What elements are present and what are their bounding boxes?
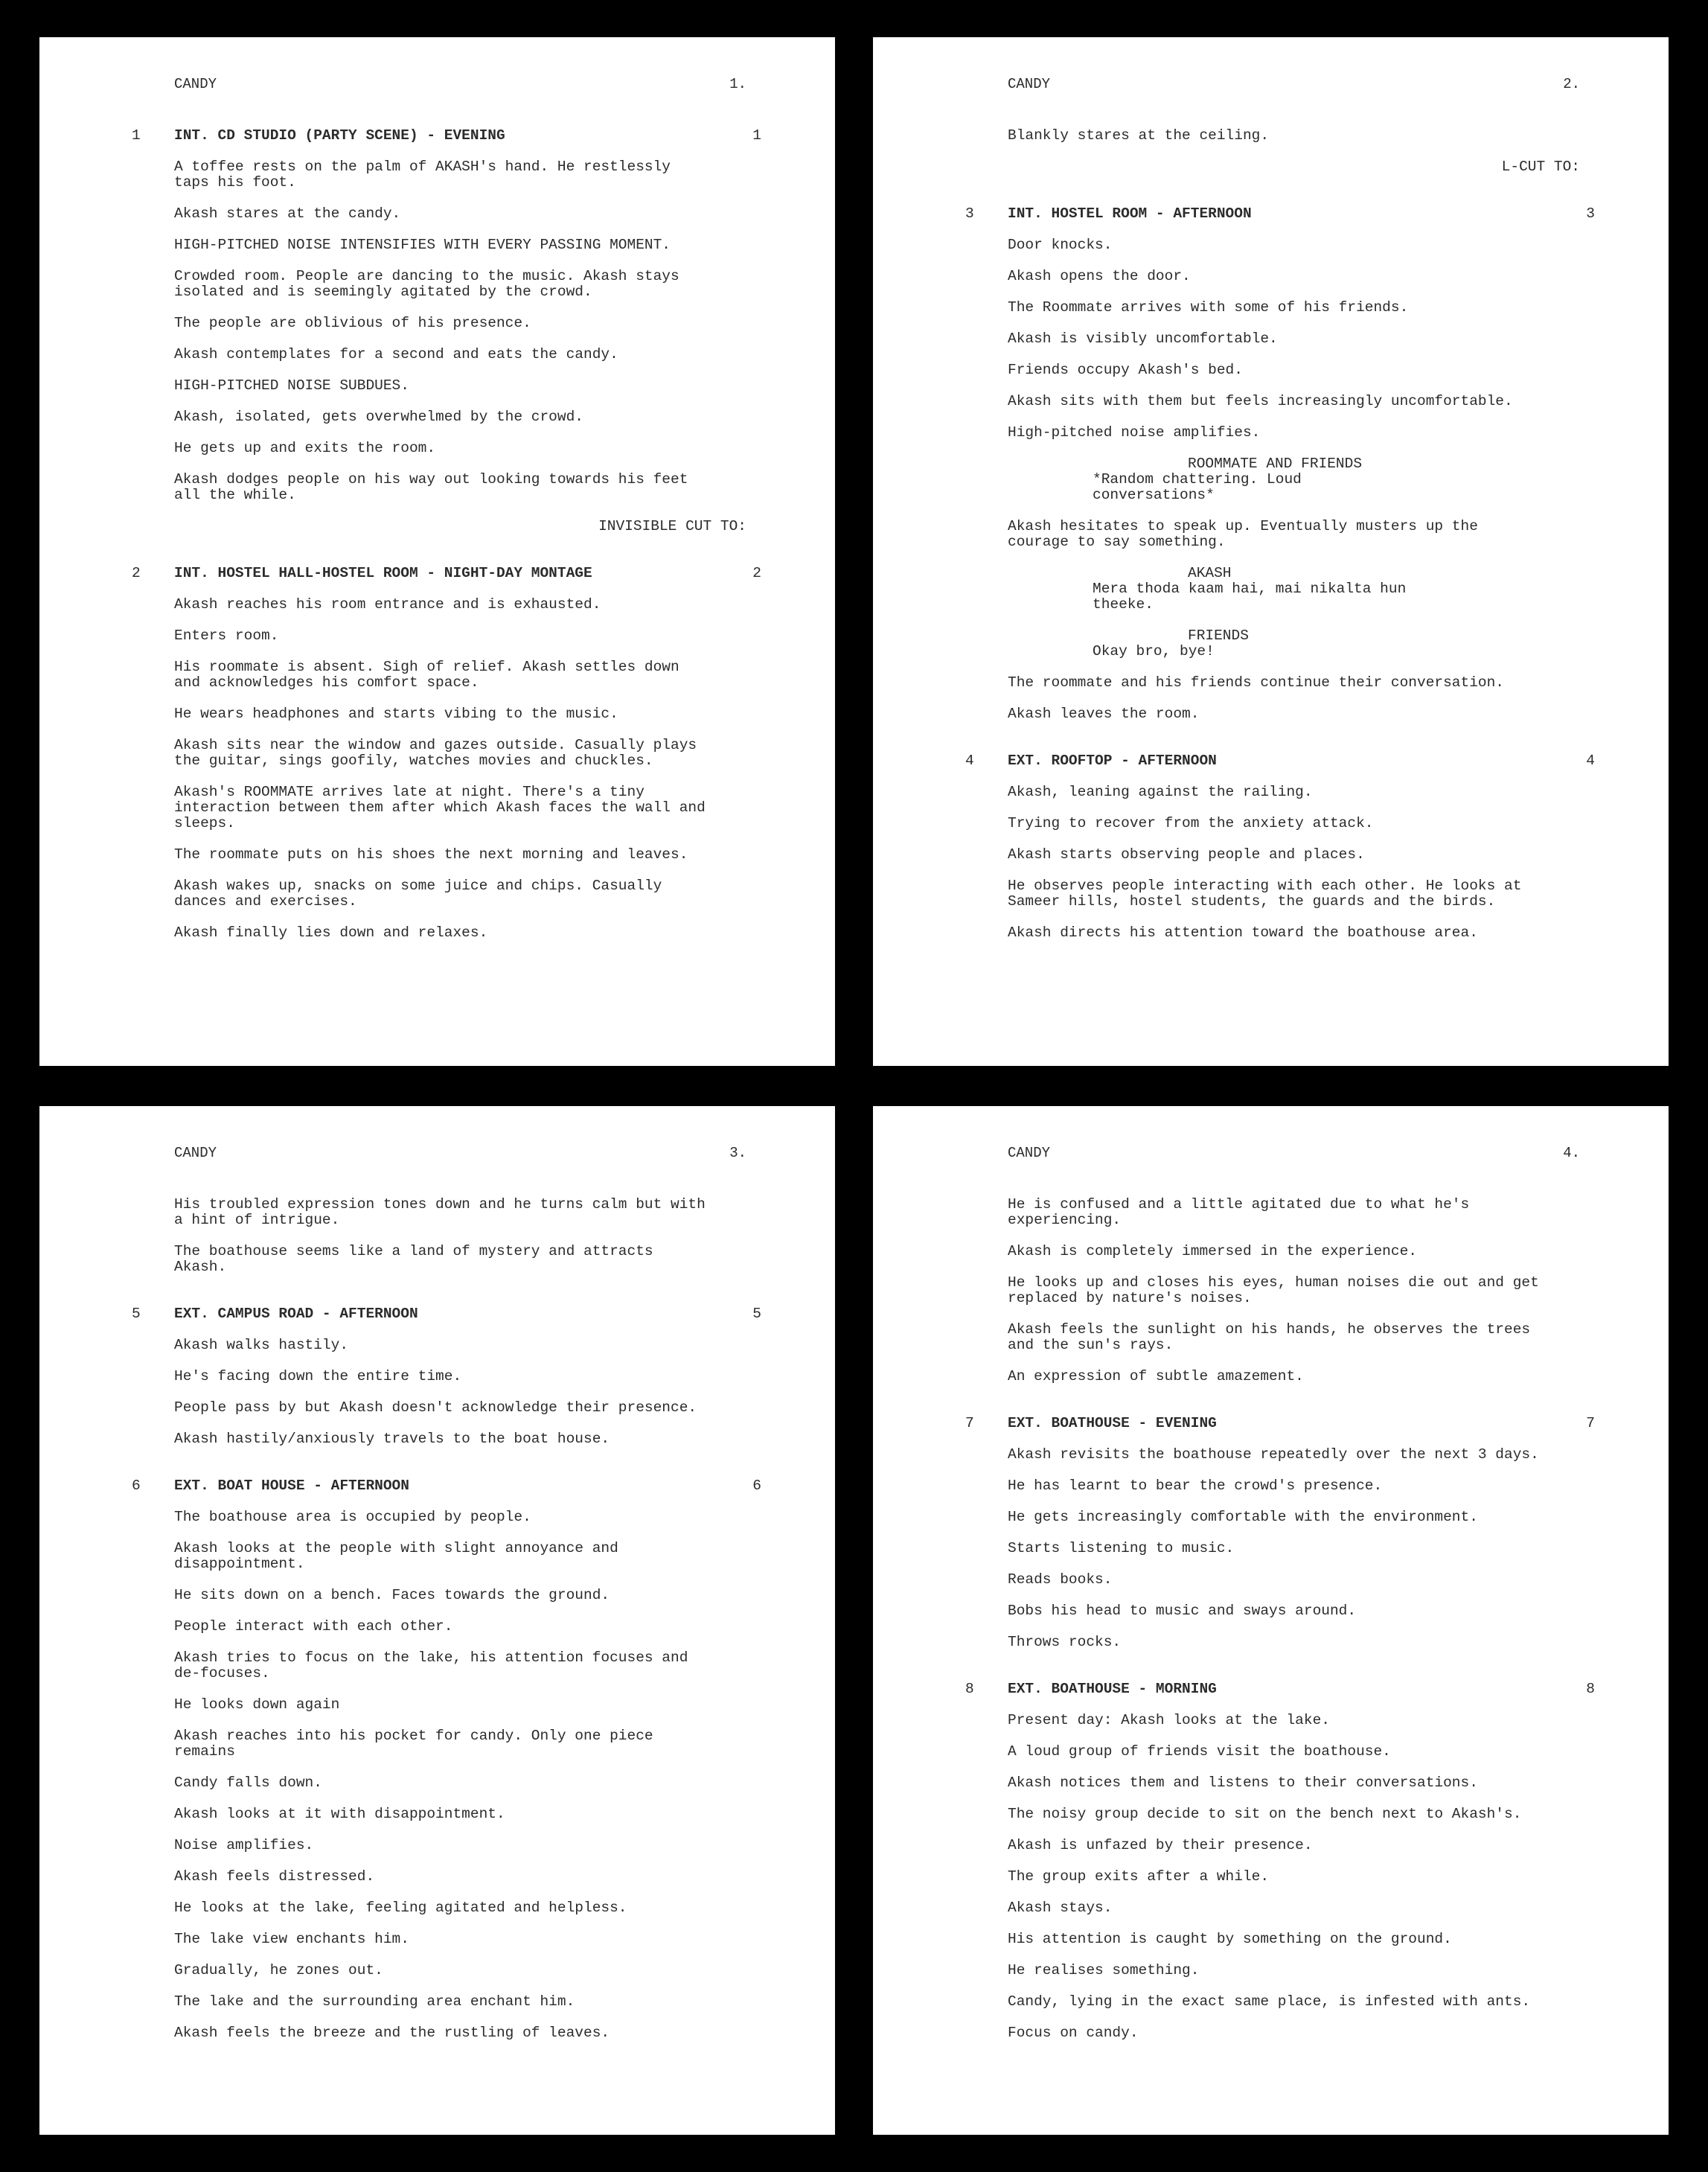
page-number: 2.	[1563, 76, 1580, 92]
action-line: Trying to recover from the anxiety attack.	[1008, 815, 1374, 831]
action-line: The roommate puts on his shoes the next morning and leaves.	[174, 846, 688, 863]
action-line: Focus on candy.	[1008, 2025, 1139, 2041]
action-line: A toffee rests on the palm of AKASH's hand. He restlessly taps his foot.	[174, 159, 671, 191]
scene-number-left: 3	[965, 205, 974, 222]
action-line: The group exits after a while.	[1008, 1868, 1270, 1885]
page-header	[174, 1143, 746, 1163]
scene-heading	[965, 1681, 1595, 1697]
scene-number-left: 6	[132, 1478, 141, 1494]
action-line: The lake view enchants him.	[174, 1931, 409, 1947]
action-line: Akash wakes up, snacks on some juice and chips. Casually dances and exercises.	[174, 878, 662, 910]
action-line: Akash looks at the people with slight annoyance and disappointment.	[174, 1540, 618, 1572]
action-line: His troubled expression tones down and he turns calm but with a hint of intrigue.	[174, 1196, 706, 1228]
page-header	[174, 74, 746, 94]
transition: L-CUT TO:	[1501, 159, 1580, 175]
action-line: He is confused and a little agitated due to what he's experiencing.	[1008, 1196, 1470, 1228]
action-line: Akash hastily/anxiously travels to the boat house.	[174, 1431, 610, 1447]
header-title: CANDY	[174, 76, 217, 92]
action-line: High-pitched noise amplifies.	[1008, 424, 1261, 441]
scene-number-right: 8	[1586, 1681, 1595, 1697]
action-line: People pass by but Akash doesn't acknowledge their presence.	[174, 1399, 697, 1416]
scene-heading-text: EXT. BOAT HOUSE - AFTERNOON	[174, 1478, 409, 1494]
action-line: Akash's ROOMMATE arrives late at night. There's a tiny interaction between them after which Akash faces the wall and sleeps.	[174, 784, 706, 831]
scene-number-left: 5	[132, 1306, 141, 1322]
scene-heading	[132, 127, 761, 144]
scene-number-right: 2	[752, 565, 761, 581]
action-line: He's facing down the entire time.	[174, 1368, 462, 1384]
action-line: Akash is visibly uncomfortable.	[1008, 330, 1278, 347]
action-line: Akash notices them and listens to their conversations.	[1008, 1775, 1478, 1791]
action-line: Door knocks.	[1008, 237, 1113, 253]
action-line: His attention is caught by something on the ground.	[1008, 1931, 1452, 1947]
header-title: CANDY	[1008, 76, 1051, 92]
action-line: He has learnt to bear the crowd's presence.	[1008, 1478, 1383, 1494]
scene-number-right: 5	[752, 1306, 761, 1322]
scene-number-left: 4	[965, 753, 974, 769]
action-line: The noisy group decide to sit on the bench next to Akash's.	[1008, 1806, 1522, 1822]
action-line: The Roommate arrives with some of his friends.	[1008, 299, 1409, 316]
action-line: Akash feels distressed.	[174, 1868, 375, 1885]
action-line: The boathouse seems like a land of mystery and attracts Akash.	[174, 1243, 653, 1275]
action-line: HIGH-PITCHED NOISE SUBDUES.	[174, 377, 409, 394]
action-line: Candy, lying in the exact same place, is infested with ants.	[1008, 1993, 1531, 2010]
character-name: AKASH	[1188, 565, 1232, 581]
action-line: Candy falls down.	[174, 1775, 322, 1791]
action-line: Akash feels the sunlight on his hands, he observes the trees and the sun's rays.	[1008, 1321, 1531, 1353]
script-page-1	[39, 37, 835, 1066]
action-line: Akash directs his attention toward the boathouse area.	[1008, 924, 1478, 941]
action-line: Blankly stares at the ceiling.	[1008, 127, 1270, 144]
action-line: He looks down again	[174, 1696, 340, 1713]
action-line: Present day: Akash looks at the lake.	[1008, 1712, 1330, 1728]
action-line: The lake and the surrounding area enchant him.	[174, 1993, 575, 2010]
script-page-3	[39, 1106, 835, 2135]
scene-heading	[132, 565, 761, 581]
action-line: Akash, isolated, gets overwhelmed by the crowd.	[174, 409, 583, 425]
scene-number-left: 8	[965, 1681, 974, 1697]
scene-heading	[965, 1415, 1595, 1431]
scene-heading	[132, 1478, 761, 1494]
scene-heading	[965, 753, 1595, 769]
dialogue-line: Okay bro, bye!	[1093, 643, 1215, 659]
action-line: The boathouse area is occupied by people.	[174, 1509, 531, 1525]
action-line: Akash sits near the window and gazes outside. Casually plays the guitar, sings goofily, watches movies and chuckles.	[174, 737, 697, 769]
scene-number-right: 3	[1586, 205, 1595, 222]
action-line: Akash walks hastily.	[174, 1337, 349, 1353]
action-line: He looks up and closes his eyes, human noises die out and get replaced by nature's noises.	[1008, 1274, 1539, 1306]
scene-number-left: 7	[965, 1415, 974, 1431]
scene-heading-text: INT. CD STUDIO (PARTY SCENE) - EVENING	[174, 127, 505, 144]
page-number: 1.	[729, 76, 746, 92]
header-title: CANDY	[174, 1145, 217, 1161]
action-line: Akash stares at the candy.	[174, 205, 401, 222]
action-line: Akash reaches into his pocket for candy. Only one piece remains	[174, 1728, 653, 1760]
scene-heading-text: INT. HOSTEL HALL-HOSTEL ROOM - NIGHT-DAY MONTAGE	[174, 565, 592, 581]
scene-number-right: 4	[1586, 753, 1595, 769]
action-line: Throws rocks.	[1008, 1634, 1122, 1650]
action-line: He gets up and exits the room.	[174, 440, 436, 456]
action-line: Crowded room. People are dancing to the music. Akash stays isolated and is seemingly agitated by the crowd.	[174, 268, 679, 300]
scene-heading-text: EXT. CAMPUS ROAD - AFTERNOON	[174, 1306, 418, 1322]
action-line: Noise amplifies.	[174, 1837, 314, 1853]
scene-heading	[965, 205, 1595, 222]
character-name: FRIENDS	[1188, 627, 1249, 644]
scene-number-right: 1	[752, 127, 761, 144]
action-line: Akash contemplates for a second and eats the candy.	[174, 346, 618, 362]
action-line: Akash sits with them but feels increasingly uncomfortable.	[1008, 393, 1513, 409]
action-line: Starts listening to music.	[1008, 1540, 1235, 1556]
scene-heading-text: INT. HOSTEL ROOM - AFTERNOON	[1008, 205, 1252, 222]
action-line: He observes people interacting with each other. He looks at Sameer hills, hostel students, the guards and the birds.	[1008, 878, 1522, 910]
action-line: He looks at the lake, feeling agitated and helpless.	[174, 1900, 627, 1916]
scene-number-left: 1	[132, 127, 141, 144]
action-line: HIGH-PITCHED NOISE INTENSIFIES WITH EVERY PASSING MOMENT.	[174, 237, 671, 253]
action-line: Gradually, he zones out.	[174, 1962, 383, 1978]
action-line: Akash tries to focus on the lake, his attention focuses and de-focuses.	[174, 1649, 688, 1681]
action-line: A loud group of friends visit the boathouse.	[1008, 1743, 1391, 1760]
action-line: He wears headphones and starts vibing to the music.	[174, 706, 618, 722]
dialogue-block	[1008, 456, 1580, 503]
page-number: 4.	[1563, 1145, 1580, 1161]
scene-number-left: 2	[132, 565, 141, 581]
dialogue-block	[1008, 628, 1580, 659]
character-name: ROOMMATE AND FRIENDS	[1188, 456, 1363, 472]
action-line: Akash finally lies down and relaxes.	[174, 924, 488, 941]
page-body	[965, 127, 1595, 956]
page-number: 3.	[729, 1145, 746, 1161]
action-line: Friends occupy Akash's bed.	[1008, 362, 1243, 378]
scene-heading	[132, 1306, 761, 1322]
action-line: Bobs his head to music and sways around.	[1008, 1603, 1357, 1619]
action-line: Reads books.	[1008, 1571, 1113, 1588]
action-line: Akash reaches his room entrance and is exhausted.	[174, 596, 601, 613]
action-line: His roommate is absent. Sigh of relief. Akash settles down and acknowledges his comfort space.	[174, 659, 679, 691]
dialogue-line: Mera thoda kaam hai, mai nikalta hun theeke.	[1093, 581, 1407, 613]
page-body	[132, 1196, 761, 2057]
action-line: Akash stays.	[1008, 1900, 1113, 1916]
action-line: Akash looks at it with disappointment.	[174, 1806, 505, 1822]
scene-heading-text: EXT. BOATHOUSE - MORNING	[1008, 1681, 1217, 1697]
script-page-2	[873, 37, 1669, 1066]
action-line: An expression of subtle amazement.	[1008, 1368, 1304, 1384]
header-title: CANDY	[1008, 1145, 1051, 1161]
action-line: Enters room.	[174, 627, 279, 644]
action-line: He sits down on a bench. Faces towards the ground.	[174, 1587, 610, 1603]
action-line: Akash leaves the room.	[1008, 706, 1200, 722]
page-header	[1008, 1143, 1580, 1163]
action-line: The roommate and his friends continue their conversation.	[1008, 674, 1505, 691]
action-line: People interact with each other.	[174, 1618, 453, 1635]
action-line: Akash is completely immersed in the experience.	[1008, 1243, 1417, 1259]
action-line: Akash opens the door.	[1008, 268, 1191, 284]
action-line: Akash is unfazed by their presence.	[1008, 1837, 1313, 1853]
dialogue-line: *Random chattering. Loud conversations*	[1093, 471, 1302, 503]
page-body	[132, 127, 761, 956]
action-line: Akash hesitates to speak up. Eventually musters up the courage to say something.	[1008, 518, 1478, 550]
scene-heading-text: EXT. ROOFTOP - AFTERNOON	[1008, 753, 1217, 769]
action-line: Akash feels the breeze and the rustling of leaves.	[174, 2025, 610, 2041]
action-line: He gets increasingly comfortable with the environment.	[1008, 1509, 1478, 1525]
page-header	[1008, 74, 1580, 94]
page-body	[965, 1196, 1595, 2057]
action-line: He realises something.	[1008, 1962, 1200, 1978]
script-page-4	[873, 1106, 1669, 2135]
action-line: Akash, leaning against the railing.	[1008, 784, 1313, 800]
action-line: The people are oblivious of his presence.	[174, 315, 531, 331]
action-line: Akash revisits the boathouse repeatedly over the next 3 days.	[1008, 1446, 1539, 1463]
action-line: Akash dodges people on his way out looking towards his feet all the while.	[174, 471, 688, 503]
dialogue-block	[1008, 566, 1580, 613]
scene-number-right: 7	[1586, 1415, 1595, 1431]
scene-heading-text: EXT. BOATHOUSE - EVENING	[1008, 1415, 1217, 1431]
scene-number-right: 6	[752, 1478, 761, 1494]
transition: INVISIBLE CUT TO:	[598, 518, 746, 534]
action-line: Akash starts observing people and places.	[1008, 846, 1365, 863]
